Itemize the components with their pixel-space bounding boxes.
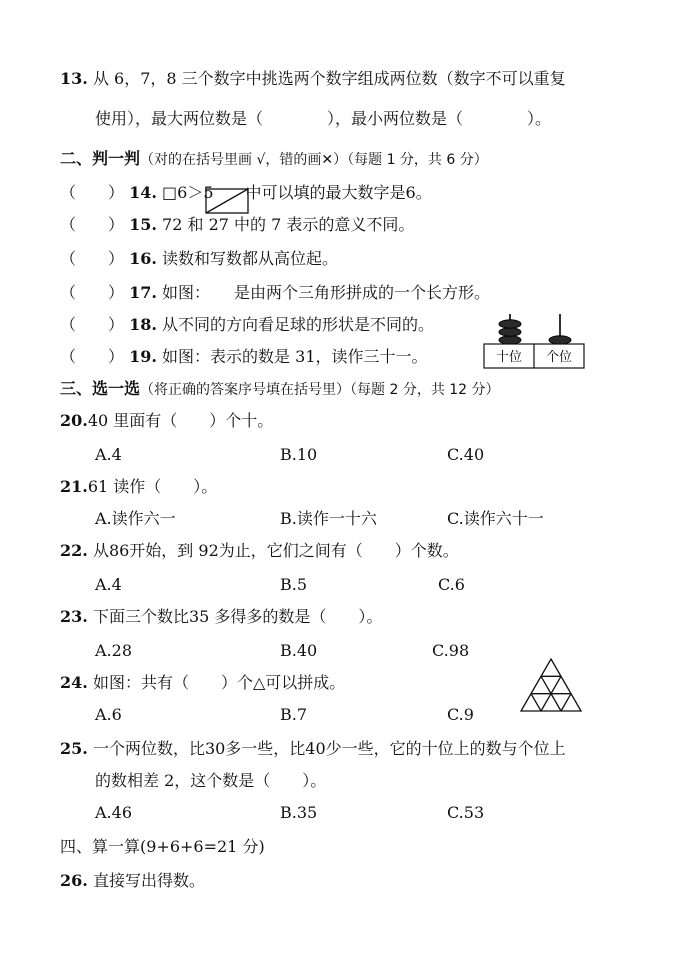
question-25-line2: 的数相差 2，这个数是（ ）。 — [95, 771, 327, 790]
question-text: 一个两位数，比30多一些，比40少一些，它的十位上的数与个位上 — [92, 739, 566, 758]
section-title: 二、判一判 — [60, 149, 141, 168]
question-text: 40 里面有（ ）个十。 — [87, 411, 274, 430]
judge-item-16 — [60, 248, 338, 270]
abacus-tens-label: 十位 — [495, 350, 523, 365]
triangle-figure — [520, 658, 582, 712]
option-b[interactable]: B.10 — [280, 445, 318, 464]
judge-item-18 — [60, 314, 434, 336]
question-text: 61 读作（ ）。 — [87, 477, 218, 496]
section-title: 三、选一选 — [60, 379, 141, 398]
option-b[interactable]: B.5 — [280, 575, 308, 594]
option-c[interactable]: C.40 — [447, 445, 485, 464]
rectangle-figure — [205, 188, 249, 214]
answer-paren[interactable]: （ ） — [60, 183, 125, 202]
choice-item-23 — [60, 606, 382, 628]
option-a[interactable]: A.4 — [95, 445, 122, 464]
question-number: 18. — [129, 315, 157, 334]
choice-item-22 — [60, 540, 459, 562]
section-note: （将正确的答案序号填在括号里）（每题 2 分，共 12 分） — [140, 382, 500, 398]
option-c[interactable]: C.9 — [447, 705, 474, 724]
option-c[interactable]: C.6 — [438, 575, 465, 594]
option-c[interactable]: C.53 — [447, 803, 485, 822]
question-number: 23. — [60, 607, 88, 626]
question-number: 24. — [60, 673, 88, 692]
question-26 — [60, 870, 205, 892]
judge-item-17 — [60, 282, 490, 304]
option-b[interactable]: B.7 — [280, 705, 308, 724]
judge-item-15 — [60, 214, 414, 236]
question-number: 19. — [129, 347, 157, 366]
question-number: 20. — [60, 411, 88, 430]
question-number: 14. — [129, 183, 157, 202]
option-a[interactable]: A.4 — [95, 575, 122, 594]
question-text: 直接写出得数。 — [92, 871, 205, 890]
option-a[interactable]: A.读作六一 — [95, 509, 176, 528]
abacus-bead — [499, 328, 521, 336]
question-number: 22. — [60, 541, 88, 560]
question-text: 从86开始，到 92为止，它们之间有（ ）个数。 — [92, 541, 459, 560]
abacus-figure — [483, 312, 585, 370]
question-13-line2: 使用），最大两位数是（ ），最小两位数是（ ）。 — [95, 109, 552, 128]
question-number: 17. — [129, 283, 157, 302]
question-number: 25. — [60, 739, 88, 758]
option-a[interactable]: A.46 — [95, 803, 132, 822]
question-text: 读数和写数都从高位起。 — [162, 249, 339, 268]
question-number: 13. — [60, 69, 88, 88]
question-number: 21. — [60, 477, 88, 496]
abacus-bead — [499, 336, 521, 344]
question-text: 从不同的方向看足球的形状是不同的。 — [162, 315, 435, 334]
option-b[interactable]: B.35 — [280, 803, 318, 822]
question-text: 如图：共有（ ）个△可以拼成。 — [92, 673, 346, 692]
answer-paren[interactable]: （ ） — [60, 215, 125, 234]
choice-item-20 — [60, 410, 273, 432]
question-number: 15. — [129, 215, 157, 234]
option-c[interactable]: C.98 — [432, 641, 470, 660]
abacus-bead — [499, 320, 521, 328]
question-number: 16. — [129, 249, 157, 268]
question-text: □6＞5 中可以填的最大数字是6。 — [162, 183, 432, 202]
question-text: 如图： 是由两个三角形拼成的一个长方形。 — [162, 283, 491, 302]
question-number: 26. — [60, 871, 88, 890]
choice-item-25 — [60, 738, 566, 760]
section-3-header — [60, 378, 500, 401]
question-text: 如图：表示的数是 31，读作三十一。 — [162, 347, 428, 366]
section-2-header — [60, 148, 488, 171]
answer-paren[interactable]: （ ） — [60, 315, 125, 334]
option-b[interactable]: B.40 — [280, 641, 318, 660]
choice-item-21 — [60, 476, 217, 498]
question-13-line1 — [60, 68, 566, 90]
option-c[interactable]: C.读作六十一 — [447, 509, 544, 528]
question-text: 72 和 27 中的 7 表示的意义不同。 — [162, 215, 415, 234]
abacus-bead — [549, 336, 571, 344]
abacus-ones-label: 个位 — [545, 350, 573, 365]
choice-item-24 — [60, 672, 345, 694]
answer-paren[interactable]: （ ） — [60, 283, 125, 302]
section-note: （对的在括号里画 √，错的画✕）（每题 1 分，共 6 分） — [140, 152, 488, 168]
section-4-header: 四、算一算(9+6+6=21 分) — [60, 837, 265, 856]
question-text: 从 6，7，8 三个数字中挑选两个数字组成两位数（数字不可以重复 — [92, 69, 566, 88]
answer-paren[interactable]: （ ） — [60, 347, 125, 366]
option-a[interactable]: A.28 — [95, 641, 132, 660]
option-b[interactable]: B.读作一十六 — [280, 509, 377, 528]
answer-paren[interactable]: （ ） — [60, 249, 125, 268]
judge-item-19 — [60, 346, 428, 368]
option-a[interactable]: A.6 — [95, 705, 122, 724]
question-text: 下面三个数比35 多得多的数是（ ）。 — [92, 607, 383, 626]
